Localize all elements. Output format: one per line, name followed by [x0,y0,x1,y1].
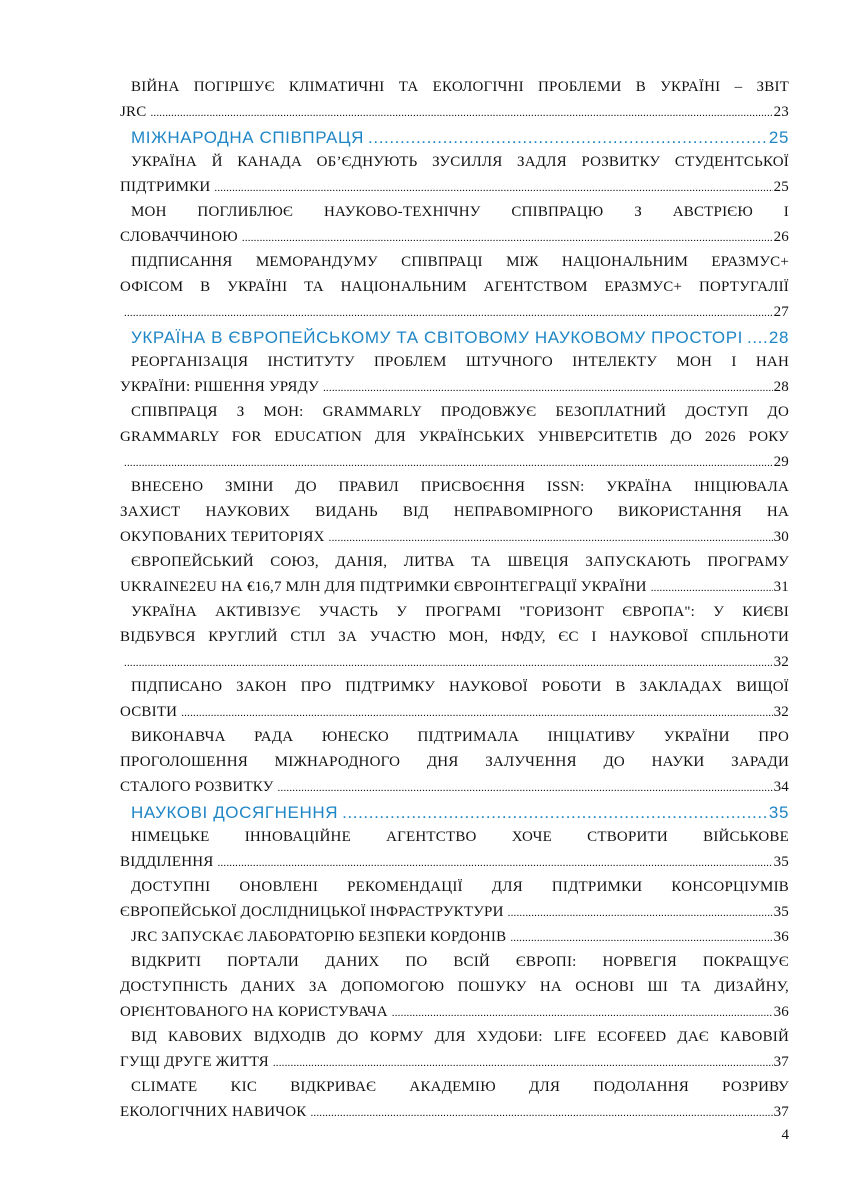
entry-page-number: 32 [773,654,789,670]
entry-page-number: 37 [773,1054,789,1070]
section-title: УКРАЇНА В ЄВРОПЕЙСЬКОМУ ТА СВІТОВОМУ НАУКОВОМУ ПРОСТОРІ [131,328,743,347]
entry-page-number: 37 [773,1104,789,1120]
entry-title-line: ВІДКРИТІ ПОРТАЛИ ДАНИХ ПО ВСІЙ ЄВРОПІ: НОРВЕГІЯ ПОКРАЩУЄ [131,954,789,970]
page-number: 4 [781,1127,789,1143]
entry-last-line [120,100,789,125]
entry-last-line [120,225,789,250]
entry-title-line: ПІДПИСАННЯ МЕМОРАНДУМУ СПІВПРАЦІ МІЖ НАЦІОНАЛЬНИМ ЕРАЗМУС+ [131,254,789,270]
entry-title-line: ПРОГОЛОШЕННЯ МІЖНАРОДНОГО ДНЯ ЗАЛУЧЕННЯ ДО НАУКИ ЗАРАДИ [120,754,789,770]
toc-entry[interactable] [120,350,789,400]
dot-leader [214,176,772,200]
section-title: МІЖНАРОДНА СПІВПРАЦЯ [131,128,365,147]
entry-title-line: ВІДБУВСЯ КРУГЛИЙ СТІЛ ЗА УЧАСТЮ МОН, НФДУ, ЄС І НАУКОВОЇ СПІЛЬНОТИ [120,629,789,645]
dot-leader [273,1051,773,1075]
entry-title-tail: УКРАЇНИ: РІШЕННЯ УРЯДУ [120,379,319,395]
entry-last-line [120,375,789,400]
toc-entry[interactable] [120,150,789,200]
section-page-number: 35 [768,803,789,822]
entry-last-line [120,700,789,725]
dot-leader [278,776,773,800]
toc-entry[interactable] [120,600,789,675]
entry-title-tail: JRC [120,104,147,120]
entry-last-line [120,450,789,475]
entry-last-line [120,575,789,600]
entry-title-tail: ВІДДІЛЕННЯ [120,854,214,870]
entry-title-tail: ОРІЄНТОВАНОГО НА КОРИСТУВАЧА [120,1004,388,1020]
toc-entry[interactable] [120,875,789,925]
dot-leader [181,701,772,725]
entry-page-number: 31 [773,579,789,595]
entry-title-line: ПІДПИСАНО ЗАКОН ПРО ПІДТРИМКУ НАУКОВОЇ РОБОТИ В ЗАКЛАДАХ ВИЩОЇ [131,679,789,695]
entry-last-line [120,900,789,925]
entry-title-line: GRAMMARLY FOR EDUCATION ДЛЯ УКРАЇНСЬКИХ УНІВЕРСИТЕТІВ ДО 2026 РОКУ [120,429,789,445]
entry-title-line: УКРАЇНА АКТИВІЗУЄ УЧАСТЬ У ПРОГРАМІ "ГОРИЗОНТ ЄВРОПА": У КИЄВІ [131,604,789,620]
entry-title-line: ОФІСОМ В УКРАЇНІ ТА НАЦІОНАЛЬНИМ АГЕНТСТВОМ ЕРАЗМУС+ ПОРТУГАЛІЇ [120,279,789,295]
toc-section-heading[interactable] [131,325,789,350]
toc-section-heading[interactable] [131,125,789,150]
toc-entry[interactable] [120,1075,789,1125]
entry-title-tail: ОСВІТИ [120,704,178,720]
entry-title-line: CLIMATE KIC ВІДКРИВАЄ АКАДЕМІЮ ДЛЯ ПОДОЛАННЯ РОЗРИВУ [131,1079,789,1095]
entry-title-line: УКРАЇНА Й КАНАДА ОБ’ЄДНУЮТЬ ЗУСИЛЛЯ ЗАДЛЯ РОЗВИТКУ СТУДЕНТСЬКОЇ [131,154,789,170]
entry-last-line [120,650,789,675]
entry-title-line: РЕОРГАНІЗАЦІЯ ІНСТИТУТУ ПРОБЛЕМ ШТУЧНОГО ІНТЕЛЕКТУ МОН І НАН [131,354,789,370]
entry-title-tail: СТАЛОГО РОЗВИТКУ [120,779,274,795]
entry-page-number: 29 [773,454,789,470]
entry-last-line [120,525,789,550]
section-page-number: 28 [768,328,789,347]
entry-page-number: 26 [773,229,789,245]
toc-entry[interactable] [120,75,789,125]
entry-title-tail: ГУЩІ ДРУГЕ ЖИТТЯ [120,1054,269,1070]
toc-entry[interactable] [120,250,789,325]
entry-title-tail: СЛОВАЧЧИНОЮ [120,229,238,245]
dot-leader [510,926,772,950]
entry-title-line: ВНЕСЕНО ЗМІНИ ДО ПРАВИЛ ПРИСВОЄННЯ ISSN: УКРАЇНА ІНІЦІЮВАЛА [131,479,789,495]
entry-title-line: ВІЙНА ПОГІРШУЄ КЛІМАТИЧНІ ТА ЕКОЛОГІЧНІ ПРОБЛЕМИ В УКРАЇНІ – ЗВІТ [131,79,789,95]
entry-last-line [120,925,789,950]
entry-last-line [120,300,789,325]
entry-last-line [120,775,789,800]
entry-title-line: ЄВРОПЕЙСЬКИЙ СОЮЗ, ДАНІЯ, ЛИТВА ТА ШВЕЦІЯ ЗАПУСКАЮТЬ ПРОГРАМУ [131,554,789,570]
entry-title-line: НІМЕЦЬКЕ ІННОВАЦІЙНЕ АГЕНТСТВО ХОЧЕ СТВОРИТИ ВІЙСЬКОВЕ [131,829,789,845]
dot-leader [124,301,773,325]
toc-entry[interactable] [120,1025,789,1075]
toc-entry[interactable] [120,400,789,475]
toc-entry[interactable] [120,675,789,725]
entry-page-number: 32 [773,704,789,720]
dot-leader [329,526,773,550]
dot-leader [651,576,773,600]
dot-leader [747,325,767,350]
entry-title-tail: ЄВРОПЕЙСЬКОЇ ДОСЛІДНИЦЬКОЇ ІНФРАСТРУКТУРИ [120,904,504,920]
entry-title-tail: UKRAINE2EU НА €16,7 МЛН ДЛЯ ПІДТРИМКИ ЄВРОІНТЕГРАЦІЇ УКРАЇНИ [120,579,647,595]
toc-entry[interactable] [120,825,789,875]
entry-title-line: ДОСТУПНІСТЬ ДАНИХ ЗА ДОПОМОГОЮ ПОШУКУ НА ОСНОВІ ШІ ТА ДИЗАЙНУ, [120,979,789,995]
dot-leader [368,125,767,150]
toc-entry[interactable] [120,475,789,550]
entry-title-line: ЗАХИСТ НАУКОВИХ ВИДАНЬ ВІД НЕПРАВОМІРНОГО ВИКОРИСТАННЯ НА [120,504,789,520]
toc-section-heading[interactable] [131,800,789,825]
entry-last-line [120,175,789,200]
entry-page-number: 23 [773,104,789,120]
entry-title-line: МОН ПОГЛИБЛЮЄ НАУКОВО-ТЕХНІЧНУ СПІВПРАЦЮ З АВСТРІЄЮ І [131,204,789,220]
entry-page-number: 35 [773,904,789,920]
dot-leader [217,851,772,875]
dot-leader [124,451,773,475]
entry-title-line: ВІД КАВОВИХ ВІДХОДІВ ДО КОРМУ ДЛЯ ХУДОБИ: LIFE ECOFEED ДАЄ КАВОВІЙ [131,1029,789,1045]
dot-leader [124,651,773,675]
toc-entry[interactable] [120,200,789,250]
entry-page-number: 35 [773,854,789,870]
entry-last-line [120,1100,789,1125]
section-title: НАУКОВІ ДОСЯГНЕННЯ [131,803,339,822]
entry-last-line [120,850,789,875]
entry-title-tail: ОКУПОВАНИХ ТЕРИТОРІЯХ [120,529,325,545]
entry-page-number: 28 [773,379,789,395]
entry-page-number: 34 [773,779,789,795]
entry-page-number: 36 [773,1004,789,1020]
entry-last-line [120,1050,789,1075]
entry-title-line: СПІВПРАЦЯ З МОН: GRAMMARLY ПРОДОВЖУЄ БЕЗОПЛАТНИЙ ДОСТУП ДО [131,404,789,420]
toc-entry[interactable] [120,950,789,1025]
entry-title-line: ДОСТУПНІ ОНОВЛЕНІ РЕКОМЕНДАЦІЇ ДЛЯ ПІДТРИМКИ КОНСОРЦІУМІВ [131,879,789,895]
dot-leader [242,226,773,250]
table-of-contents [120,75,789,1125]
entry-title-tail: JRC ЗАПУСКАЄ ЛАБОРАТОРІЮ БЕЗПЕКИ КОРДОНІВ [131,929,507,945]
entry-title-tail: ПІДТРИМКИ [120,179,211,195]
entry-page-number: 27 [773,304,789,320]
toc-entry[interactable] [120,725,789,800]
entry-title-line: ВИКОНАВЧА РАДА ЮНЕСКО ПІДТРИМАЛА ІНІЦІАТИВУ УКРАЇНИ ПРО [131,729,789,745]
section-page-number: 25 [768,128,789,147]
toc-entry[interactable] [120,550,789,600]
dot-leader [310,1101,772,1125]
entry-title-tail: ЕКОЛОГІЧНИХ НАВИЧОК [120,1104,307,1120]
dot-leader [392,1001,773,1025]
dot-leader [150,101,772,125]
entry-page-number: 30 [773,529,789,545]
dot-leader [323,376,773,400]
entry-page-number: 25 [773,179,789,195]
entry-last-line [120,1000,789,1025]
entry-page-number: 36 [773,929,789,945]
toc-entry[interactable] [120,925,789,950]
dot-leader [342,800,767,825]
dot-leader [508,901,773,925]
